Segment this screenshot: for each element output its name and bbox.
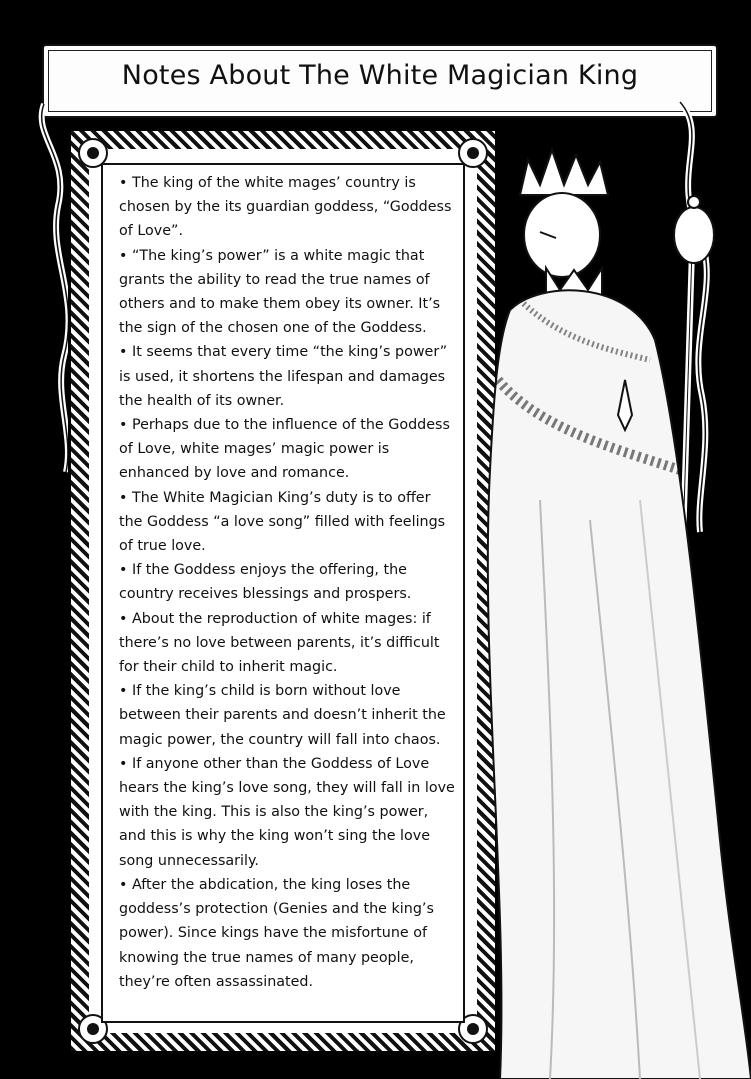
note-item: • Perhaps due to the influence of the Goddess of Love, white mages’ magic power is enhanced by love and romance. <box>119 417 450 482</box>
note-item: • If the Goddess enjoys the offering, the country receives blessings and prospers. <box>119 562 412 603</box>
note-item: • If anyone other than the Goddess of Love hears the king’s love song, they will fall in love with the king. This is also the king’s power, and this is why the king won’t sing the love song unnecessarily. <box>119 755 455 869</box>
note-item: • About the reproduction of white mages: if there’s no love between parents, it’s difficult for their child to inherit magic. <box>119 610 440 676</box>
note-item: • It seems that every time “the king’s power” is used, it shortens the lifespan and damages the health of its owner. <box>119 344 448 409</box>
king-illustration <box>480 140 751 1079</box>
note-item: • After the abdication, the king loses the goddess’s protection (Genies and the king’s power). Since kings have the misfortune of knowing the true names of many people, they’re often assassinated. <box>119 876 434 990</box>
note-item: • The king of the white mages’ country is chosen by the its guardian goddess, “Goddess of Love”. <box>119 175 452 240</box>
notes-panel <box>101 163 465 1023</box>
sceptre-orb-icon <box>674 207 714 263</box>
page-title: Notes About The White Magician King <box>121 60 639 91</box>
title-banner <box>42 44 718 118</box>
crown-icon <box>520 150 608 195</box>
notes-frame <box>68 128 498 1054</box>
note-item: • The White Magician King’s duty is to offer the Goddess “a love song” filled with feelings of true love. <box>119 489 446 555</box>
note-item: • If the king’s child is born without love between their parents and doesn’t inherit the magic power, the country will fall into chaos. <box>119 683 446 748</box>
note-item: • “The king’s power” is a white magic that grants the ability to read the true names of others and to make them obey its owner. It’s the sign of the chosen one of the Goddess. <box>119 247 441 337</box>
notes-list <box>119 171 455 994</box>
